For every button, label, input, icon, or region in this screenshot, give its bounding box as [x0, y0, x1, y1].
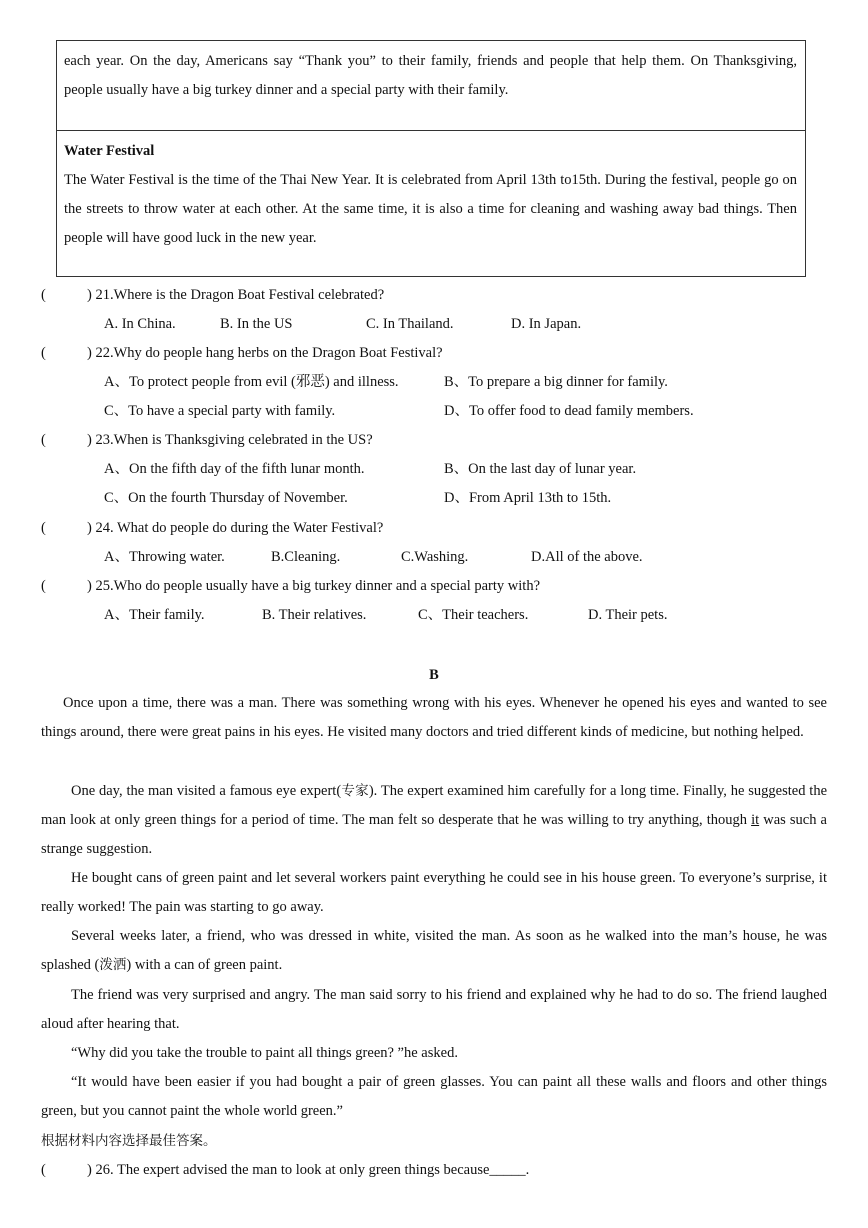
answer-paren-close: ) [87, 578, 92, 594]
option-25-a: A、Their family. [104, 607, 205, 623]
answer-paren-open: ( [41, 287, 46, 303]
passage-paragraph-3: He bought cans of green paint and let several workers paint everything he could see in his house green. To everyone’s surprise, it really worked! The pain was starting to go away. [41, 870, 827, 915]
option-25-c: C、Their teachers. [418, 607, 529, 623]
option-22-c: C、To have a special party with family. [104, 403, 336, 419]
question-stem: 26. The expert advised the man to look at only green things because_____. [95, 1162, 530, 1178]
question-25 [41, 572, 540, 601]
option-25-d: D. Their pets. [588, 607, 668, 623]
option-23-a: A、On the fifth day of the fifth lunar month. [104, 461, 365, 477]
question-23 [41, 426, 373, 455]
question-stem: 23.When is Thanksgiving celebrated in the US? [95, 432, 373, 448]
passage-paragraph-1: Once upon a time, there was a man. There was something wrong with his eyes. Whenever he opened his eyes and wanted to see things around, there were great pains in his eyes. He visited many doctors and tried different kinds of medicine, but nothing helped. [41, 695, 827, 740]
option-21-d: D. In Japan. [511, 316, 582, 332]
question-stem: 22.Why do people hang herbs on the Dragon Boat Festival? [95, 345, 443, 361]
answer-paren-open: ( [41, 432, 46, 448]
option-21-b: B. In the US [220, 316, 293, 332]
section-b-heading: B [429, 667, 439, 683]
option-24-d: D.All of the above. [531, 549, 643, 565]
answer-paren-close: ) [87, 345, 92, 361]
question-26 [41, 1156, 529, 1185]
option-23-d: D、From April 13th to 15th. [444, 490, 612, 506]
answer-paren-close: ) [87, 432, 92, 448]
option-24-a: A、Throwing water. [104, 549, 225, 565]
passage-paragraph-7: “It would have been easier if you had bought a pair of green glasses. You can paint all these walls and floors and other things green, but you cannot paint the whole world green.” [41, 1074, 827, 1119]
option-24-c: C.Washing. [401, 549, 469, 565]
answer-paren-open: ( [41, 520, 46, 536]
option-22-d: D、To offer food to dead family members. [444, 403, 694, 419]
thanksgiving-box [56, 40, 806, 131]
answer-paren-close: ) [87, 520, 92, 536]
answer-paren-close: ) [87, 287, 92, 303]
passage-paragraph-5: The friend was very surprised and angry. The man said sorry to his friend and explained why he had to do so. The friend laughed aloud after hearing that. [41, 987, 827, 1032]
option-23-b: B、On the last day of lunar year. [444, 461, 637, 477]
question-stem: 24. What do people do during the Water Festival? [95, 520, 384, 536]
passage-paragraph-6: “Why did you take the trouble to paint all things green? ”he asked. [71, 1045, 458, 1061]
underlined-it: it [751, 812, 760, 828]
water-festival-title: Water Festival [64, 143, 155, 159]
answer-paren-close: ) [87, 1162, 92, 1178]
question-stem: 21.Where is the Dragon Boat Festival celebrated? [95, 287, 385, 303]
option-21-a: A. In China. [104, 316, 176, 332]
answer-paren-open: ( [41, 578, 46, 594]
question-stem: 25.Who do people usually have a big turkey dinner and a special party with? [95, 578, 540, 594]
question-22 [41, 339, 443, 368]
water-festival-box [56, 130, 806, 277]
question-21 [41, 281, 384, 310]
option-25-b: B. Their relatives. [262, 607, 367, 623]
answer-paren-open: ( [41, 345, 46, 361]
passage-paragraph-2: One day, the man visited a famous eye expert(专家). The expert examined him carefully for a long time. Finally, he suggested the man look at only green things for a period of time. The man felt so desperate that he was willing to try anything, though it was such a strange suggestion. [41, 783, 828, 857]
instruction-text: 根据材料内容选择最佳答案。 [41, 1133, 217, 1149]
option-22-a: A、To protect people from evil (邪恶) and illness. [104, 374, 399, 390]
option-21-c: C. In Thailand. [366, 316, 454, 332]
option-22-b: B、To prepare a big dinner for family. [444, 374, 668, 390]
answer-paren-open: ( [41, 1162, 46, 1178]
thanksgiving-text: each year. On the day, Americans say “Thank you” to their family, friends and people that help them. On Thanksgiving, people usually have a big turkey dinner and a special party with their family. [64, 53, 797, 98]
question-24 [41, 514, 383, 543]
water-festival-text: The Water Festival is the time of the Thai New Year. It is celebrated from April 13th to15th. During the festival, people go on the streets to throw water at each other. At the same time, it is also a time for cleaning and washing away bad things. Then people will have good luck in the new year. [64, 172, 797, 246]
option-24-b: B.Cleaning. [271, 549, 341, 565]
option-23-c: C、On the fourth Thursday of November. [104, 490, 348, 506]
passage-paragraph-4: Several weeks later, a friend, who was dressed in white, visited the man. As soon as he walked into the man’s house, he was splashed (泼洒) with a can of green paint. [41, 928, 827, 973]
